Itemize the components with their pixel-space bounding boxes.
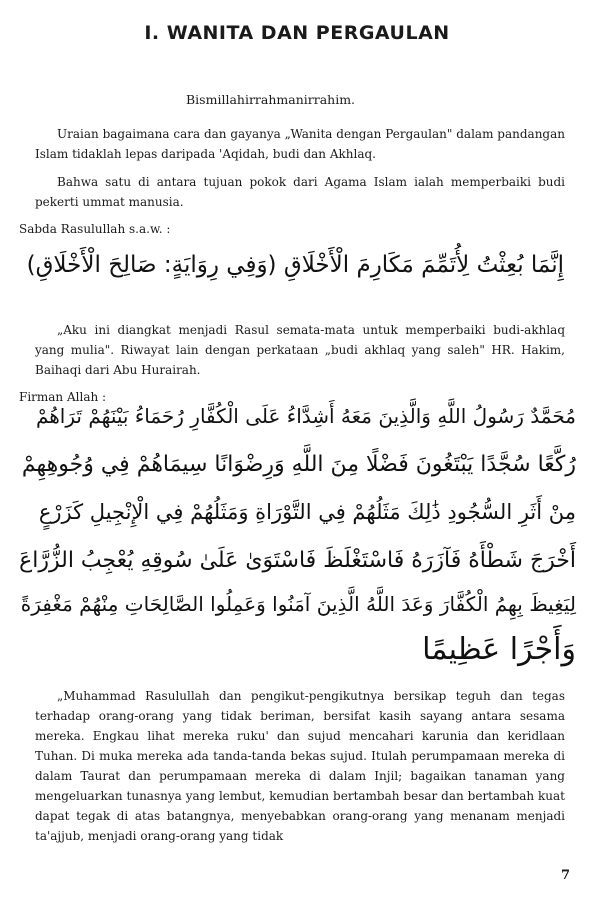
chapter-title: I. WANITA DAN PERGAULAN [144, 22, 450, 44]
page-number: 7 [560, 868, 570, 883]
quran-line: مِنْ أَثَرِ السُّجُودِ ذَٰلِكَ مَثَلُهُمْ فِي التَّوْرَاةِ وَمَثَلُهُمْ فِي الْإِنْجِيلِ كَزَرْعٍ [38, 500, 576, 524]
quran-translation: „Muhammad Rasulullah dan pengikut-pengikutnya bersikap teguh dan tegas terhadap orang-orang yang tidak beriman, bersifat kasih sayang antara sesama mereka. Engkau lihat mereka ruku' dan sujud mencahari karunia dan keridlaan Tuhan. Di muka mereka ada tanda-tanda bekas sujud. Itulah perumpamaan mereka di dalam Taurat dan perumpamaan mereka di dalam Injil; bagaikan tanaman yang mengeluarkan tunasnya yang lembut, kemudian bertambah besar dan bertambah kuat dapat tegak di atas batangnya, menyebabkan orang-orang yang menanam menjadi ta'ajjub, menjadi orang-orang yang tidak [35, 689, 565, 843]
basmala: Bismillahirrahmanirrahim. [186, 92, 356, 107]
intro-paragraph-1: Uraian bagaimana cara dan gayanya „Wanita dengan Pergaulan" dalam pandangan Islam tidaklah lepas daripada 'Aqidah, budi dan Akhlaq. [35, 127, 565, 161]
quran-line: رُكَّعًا سُجَّدًا يَبْتَغُونَ فَضْلًا مِنَ اللَّهِ وَرِضْوَانًا سِيمَاهُمْ فِي وُجُوهِهِمْ [21, 452, 576, 477]
sabda-label: Sabda Rasulullah s.a.w. : [19, 222, 171, 236]
firman-label: Firman Allah : [19, 390, 107, 404]
quran-line: وَأَجْرًا عَظِيمًا [422, 632, 576, 667]
quran-line: مُحَمَّدٌ رَسُولُ اللَّهِ وَالَّذِينَ مَعَهُ أَشِدَّاءُ عَلَى الْكُفَّارِ رُحَمَاءُ بَيْنَهُمْ تَرَاهُمْ [35, 404, 576, 428]
quran-line: لِيَغِيظَ بِهِمُ الْكُفَّارَ وَعَدَ اللَّهُ الَّذِينَ آمَنُوا وَعَمِلُوا الصَّالِحَاتِ مِنْهُمْ مَغْفِرَةً [20, 592, 576, 616]
hadith-arabic: إِنَّمَا بُعِثْتُ لِأُتَمِّمَ مَكَارِمَ الْأَخْلَاقِ (وَفِي رِوَايَةٍ: صَالِحَ الْأَخْلَاقِ) [26, 252, 564, 278]
quran-line: أَخْرَجَ شَطْأَهُ فَآزَرَهُ فَاسْتَغْلَظَ فَاسْتَوَىٰ عَلَىٰ سُوقِهِ يُعْجِبُ الزُّرَّاعَ [19, 548, 576, 573]
intro-paragraph-2: Bahwa satu di antara tujuan pokok dari Agama Islam ialah memperbaiki budi pekerti ummat manusia. [35, 175, 565, 209]
hadith-translation: „Aku ini diangkat menjadi Rasul semata-mata untuk memperbaiki budi-akhlaq yang mulia". Riwayat lain dengan perkataan „budi akhlaq yang saleh" HR. Hakim, Baihaqi dari Abu Hurairah. [35, 323, 565, 377]
